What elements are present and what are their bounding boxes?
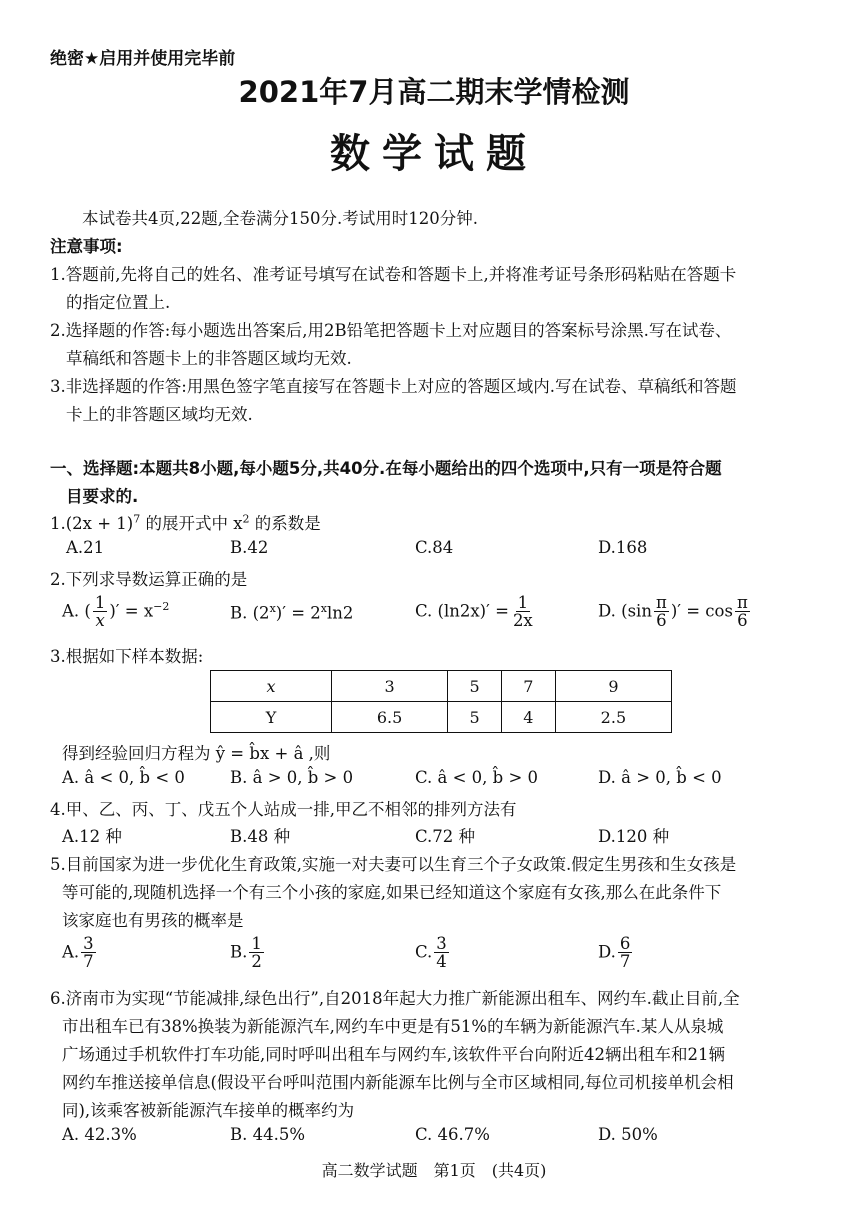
option-b: B. â > 0, b̂ > 0 — [230, 768, 354, 787]
question-6-line: 市出租车已有38%换装为新能源汽车,网约车中更是有51%的车辆为新能源汽车.某人从泉城 — [62, 1017, 724, 1036]
table-row — [211, 671, 672, 702]
fraction: $\frac{\pi}{6}$ — [736, 593, 748, 631]
fraction: $\frac{3}{4}$ — [436, 934, 447, 972]
table-cell: Y — [211, 702, 332, 733]
option-b: B. $(2^x)' = 2^x\ln 2$ — [230, 602, 354, 623]
option-d: D. 50% — [598, 1125, 658, 1144]
section-heading: 一、选择题:本题共8小题,每小题5分,共40分.在每小题给出的四个选项中,只有一项是符合题 — [50, 459, 722, 478]
question-6-line: 同),该乘客被新能源汽车接单的概率约为 — [62, 1101, 355, 1120]
page-footer: 高二数学试题 第1页 (共4页) — [321, 1161, 547, 1180]
question-3-stem: 3.根据如下样本数据: — [50, 647, 204, 666]
option-d: D. (sin $\frac{\pi}{6}$ )′ = cos $\frac{\pi}{6}$ — [598, 593, 748, 631]
table-cell: 5 — [448, 702, 502, 733]
question-5-line: 5.目前国家为进一步优化生育政策,实施一对夫妻可以生育三个子女政策.假定生男孩和生女孩是 — [50, 855, 737, 874]
option-b: B.48 种 — [230, 827, 291, 846]
question-3-followup: 得到经验回归方程为 ŷ = b̂x + â ,则 — [62, 744, 331, 763]
table-cell: x — [211, 671, 332, 702]
fraction: $\frac{1}{2x}$ — [512, 593, 533, 631]
option-d: D. $\frac{6}{7}$ — [598, 934, 631, 972]
option-a: A. 42.3% — [62, 1125, 137, 1144]
notice-line: 的指定位置上. — [66, 293, 171, 312]
confidential-label: 绝密★启用并使用完毕前 — [50, 49, 236, 69]
option-a: A. $\frac{3}{7}$ — [62, 934, 94, 972]
question-6-line: 网约车推送接单信息(假设平台呼叫范围内新能源车比例与全市区域相同,每位司机接单机会相 — [62, 1073, 734, 1092]
option-c: C. 46.7% — [415, 1125, 490, 1144]
notice-line: 卡上的非答题区域均无效. — [66, 405, 253, 424]
table-cell: 3 — [332, 671, 448, 702]
exam-title: 2021年7月高二期末学情检测 — [238, 75, 630, 109]
option-d: D.168 — [598, 538, 648, 557]
notice-line: 草稿纸和答题卡上的非答题区域均无效. — [66, 349, 352, 368]
option-b: B. $\frac{1}{2}$ — [230, 934, 262, 972]
option-c: C.84 — [415, 538, 454, 557]
notice-title: 注意事项: — [50, 237, 123, 256]
question-4-stem: 4.甲、乙、丙、丁、戊五个人站成一排,甲乙不相邻的排列方法有 — [50, 800, 517, 819]
table-cell: 5 — [448, 671, 502, 702]
option-c: C.72 种 — [415, 827, 476, 846]
option-a: A.12 种 — [62, 827, 122, 846]
option-a: A.21 — [66, 538, 105, 557]
question-6-line: 6.济南市为实现“节能减排,绿色出行”,自2018年起大力推广新能源出租车、网约车.截止目前,全 — [50, 989, 740, 1008]
option-a: A. ( $\frac{1}{x}$ )′ = $x^{-2}$ — [62, 593, 170, 631]
option-b: B. 44.5% — [230, 1125, 306, 1144]
fraction: $\frac{1}{2}$ — [251, 934, 262, 972]
question-6-line: 广场通过手机软件打车功能,同时呼叫出租车与网约车,该软件平台向附近42辆出租车和21辆 — [62, 1045, 725, 1064]
option-c: C. (ln2x)′ = $\frac{1}{2x}$ — [415, 593, 533, 631]
option-c: C. $\frac{3}{4}$ — [415, 934, 447, 972]
section-heading-cont: 目要求的. — [66, 487, 139, 506]
notice-line: 3.非选择题的作答:用黑色签字笔直接写在答题卡上对应的答题区域内.写在试卷、草稿纸和答题 — [50, 377, 737, 396]
option-b: B.42 — [230, 538, 269, 557]
fraction: $\frac{1}{x}$ — [94, 593, 106, 631]
notice-line: 2.选择题的作答:每小题选出答案后,用2B铅笔把答题卡上对应题目的答案标号涂黑.写在试卷、 — [50, 321, 732, 340]
subject-title: 数学试题 — [330, 131, 538, 177]
option-c: C. â < 0, b̂ > 0 — [415, 768, 539, 787]
table-cell: 6.5 — [332, 702, 448, 733]
option-d: D. â > 0, b̂ < 0 — [598, 768, 722, 787]
question-1-stem: $1.(2x + 1)^7$ 的展开式中 $x^2$ 的系数是 — [50, 512, 321, 533]
fraction: $\frac{\pi}{6}$ — [655, 593, 667, 631]
fraction: $\frac{3}{7}$ — [83, 934, 94, 972]
intro-text: 本试卷共4页,22题,全卷满分150分.考试用时120分钟. — [82, 209, 478, 228]
table-cell: 7 — [501, 671, 555, 702]
option-a: A. â < 0, b̂ < 0 — [62, 768, 185, 787]
question-2-stem: 2.下列求导数运算正确的是 — [50, 570, 248, 589]
fraction: $\frac{6}{7}$ — [619, 934, 631, 972]
option-d: D.120 种 — [598, 827, 670, 846]
sample-data-table — [210, 670, 672, 733]
question-5-line: 该家庭也有男孩的概率是 — [62, 911, 244, 930]
table-cell: 4 — [501, 702, 555, 733]
notice-line: 1.答题前,先将自己的姓名、准考证号填写在试卷和答题卡上,并将准考证号条形码粘贴在答题卡 — [50, 265, 737, 284]
table-cell: 2.5 — [555, 702, 671, 733]
table-row — [211, 702, 672, 733]
table-cell: 9 — [555, 671, 671, 702]
question-5-line: 等可能的,现随机选择一个有三个小孩的家庭,如果已经知道这个家庭有女孩,那么在此条件下 — [62, 883, 722, 902]
